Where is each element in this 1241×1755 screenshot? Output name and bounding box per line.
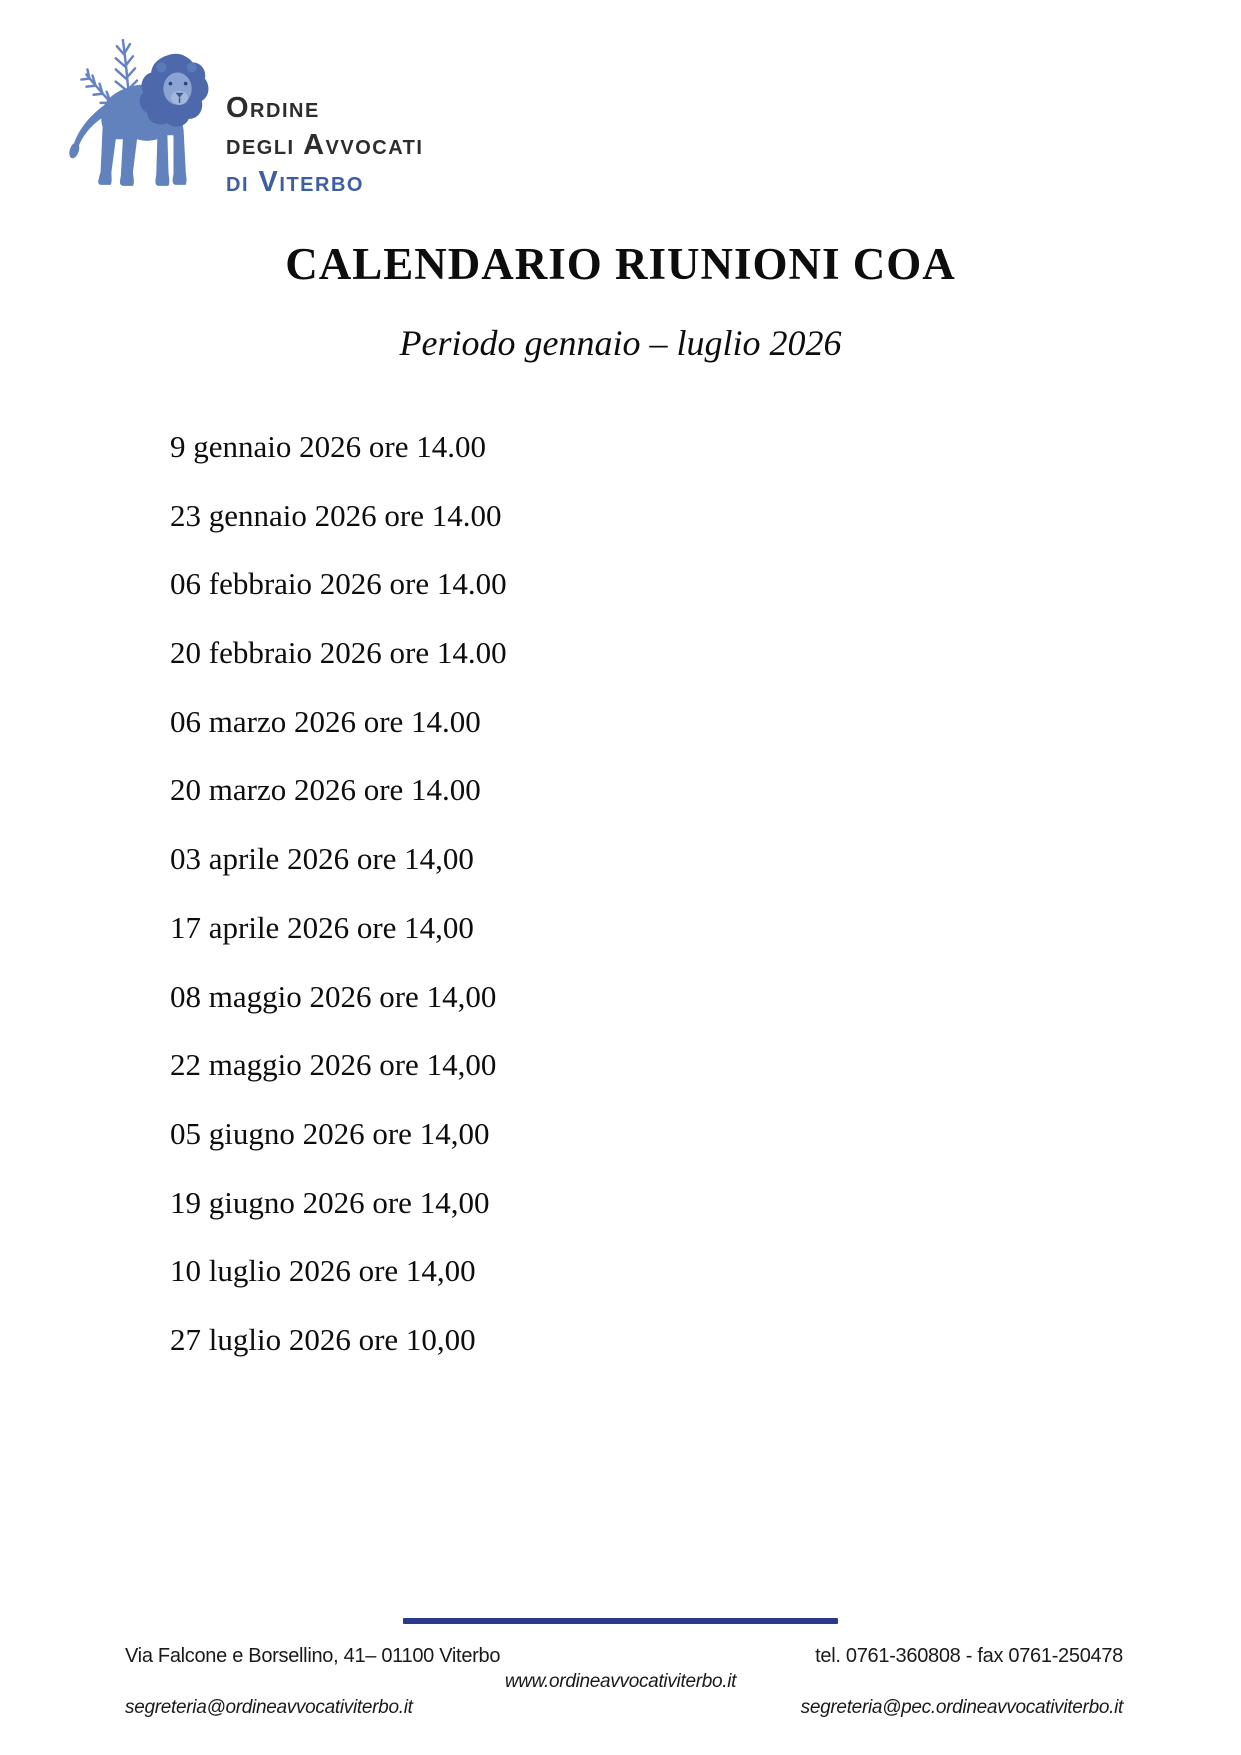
meeting-item: 10 luglio 2026 ore 14,00 bbox=[170, 1253, 476, 1289]
meeting-item: 9 gennaio 2026 ore 14.00 bbox=[170, 429, 486, 464]
footer-pec: segreteria@pec.ordineavvocativiterbo.it bbox=[800, 1697, 1123, 1718]
meeting-item: 19 giugno 2026 ore 14,00 bbox=[170, 1184, 490, 1220]
page-title: CALENDARIO RIUNIONI COA bbox=[285, 239, 956, 289]
org-name-line3: di Viterbo bbox=[226, 166, 364, 198]
org-name-line2: degli Avvocati bbox=[226, 129, 424, 161]
meetings-list bbox=[170, 428, 507, 1390]
org-name bbox=[226, 90, 423, 201]
meeting-item: 23 gennaio 2026 ore 14.00 bbox=[170, 497, 502, 533]
meeting-item: 05 giugno 2026 ore 14,00 bbox=[170, 1115, 490, 1151]
footer-email-row bbox=[125, 1697, 1123, 1719]
meeting-item: 27 luglio 2026 ore 10,00 bbox=[170, 1321, 476, 1357]
meeting-item: 03 aprile 2026 ore 14,00 bbox=[170, 841, 474, 877]
letterhead bbox=[58, 34, 423, 201]
footer-email: segreteria@ordineavvocativiterbo.it bbox=[125, 1697, 413, 1718]
footer-phone: tel. 0761-360808 - fax 0761-250478 bbox=[815, 1645, 1123, 1667]
org-name-line1: Ordine bbox=[226, 92, 320, 124]
footer-address: Via Falcone e Borsellino, 41– 01100 Viterbo bbox=[125, 1645, 501, 1667]
meeting-item: 17 aprile 2026 ore 14,00 bbox=[170, 909, 474, 945]
meeting-item: 20 febbraio 2026 ore 14.00 bbox=[170, 635, 507, 671]
meeting-item: 20 marzo 2026 ore 14.00 bbox=[170, 772, 481, 808]
lion-emblem-icon bbox=[58, 34, 210, 196]
footer-website: www.ordineavvocativiterbo.it bbox=[504, 1671, 737, 1692]
meeting-item: 06 febbraio 2026 ore 14.00 bbox=[170, 566, 507, 602]
meeting-item: 06 marzo 2026 ore 14.00 bbox=[170, 703, 481, 739]
footer-contact-row bbox=[125, 1645, 1123, 1668]
meeting-item: 22 maggio 2026 ore 14,00 bbox=[170, 1047, 497, 1083]
page-subtitle: Periodo gennaio – luglio 2026 bbox=[399, 323, 842, 363]
meeting-item: 08 maggio 2026 ore 14,00 bbox=[170, 978, 497, 1014]
footer-divider bbox=[403, 1618, 838, 1624]
